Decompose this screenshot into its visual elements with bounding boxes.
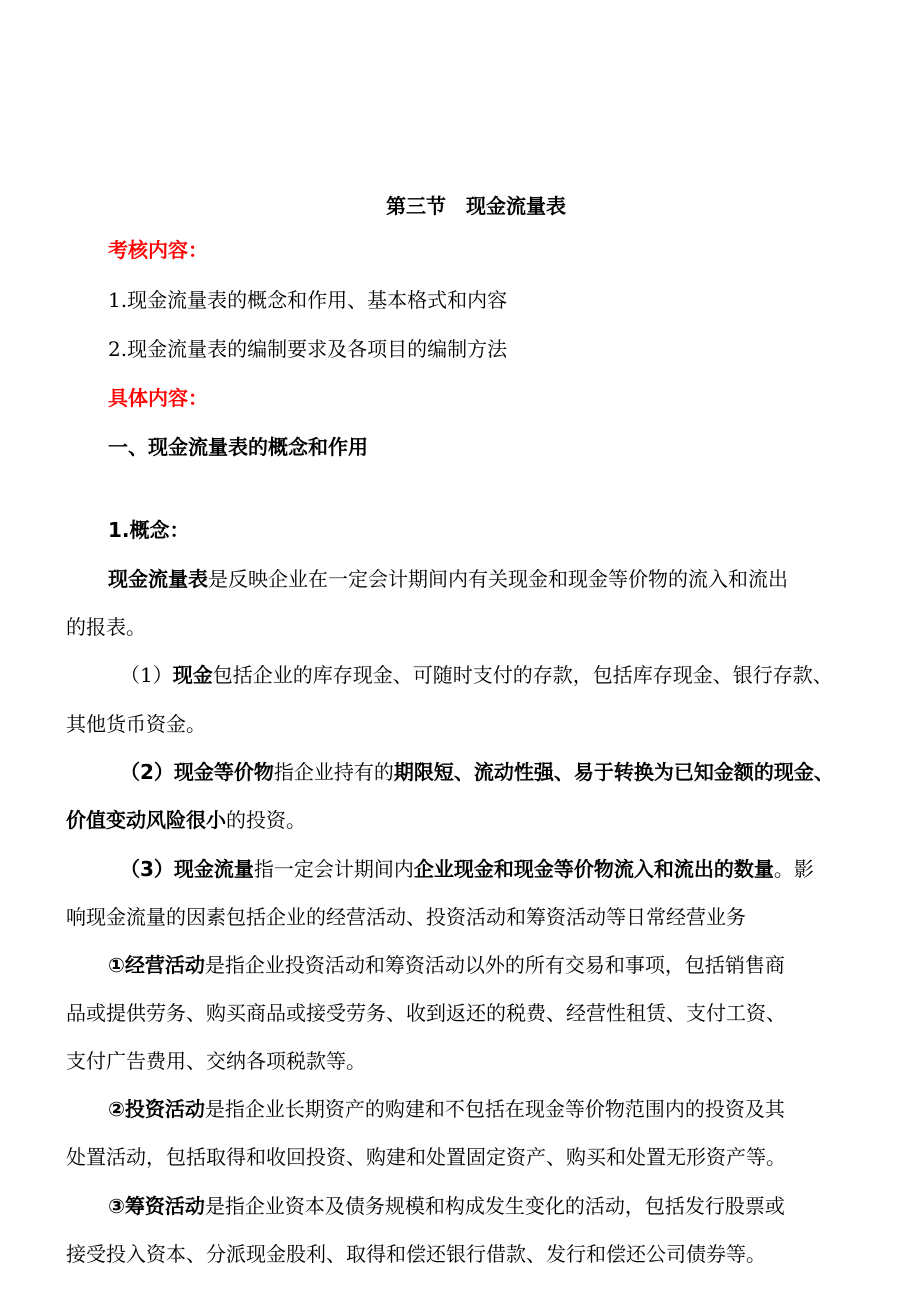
investing-text: 是指企业长期资产的购建和不包括在现金等价物范围内的投资及其 [204,1097,785,1121]
definition-term: 现金流量表 [108,567,208,591]
cash-equiv-line-2 [66,808,306,832]
cash-equiv-text: 的投资。 [226,808,306,832]
financing-line-1 [108,1194,785,1218]
definition-text: 是反映企业在一定会计期间内有关现金和现金等价物的流入和流出 [208,567,788,591]
cash-flow-tail: 。影 [773,857,814,881]
cash-equiv-mid: 指企业持有的 [273,760,394,784]
exam-item-2: 2.现金流量表的编制要求及各项目的编制方法 [108,337,508,361]
operating-line-2: 品或提供劳务、购买商品或接受劳务、收到返还的税费、经营性租赁、支付工资、 [66,1001,786,1025]
operating-line-3: 支付广告费用、交纳各项税款等。 [66,1049,366,1073]
definition-line-1 [108,567,788,591]
cash-equiv-term: 现金等价物 [173,760,274,784]
cash-flow-line-2: 响现金流量的因素包括企业的经营活动、投资活动和筹资活动等日常经营业务 [66,905,746,929]
exam-item-1: 1.现金流量表的概念和作用、基本格式和内容 [108,288,508,312]
definition-line-2: 的报表。 [66,615,146,639]
investing-line-2: 处置活动，包括取得和收回投资、购建和处置固定资产、购买和处置无形资产等。 [66,1145,786,1169]
investing-line-1 [108,1097,785,1121]
cash-flow-bold: 企业现金和现金等价物流入和流出的数量 [413,857,774,881]
cash-text: 包括企业的库存现金、可随时支付的存款，包括库存现金、银行存款、 [212,663,833,687]
detail-heading: 具体内容： [108,386,208,410]
cash-flow-term: 现金流量 [173,857,254,881]
operating-line-1 [108,953,785,977]
cash-flow-prefix: （3） [120,857,174,881]
cash-equiv-bold: 期限短、流动性强、易于转换为已知金额的现金、 [393,760,834,784]
cash-equiv-prefix: （2） [120,760,174,784]
concept-heading: 1.概念： [108,518,190,542]
operating-term: ①经营活动 [108,953,205,977]
cash-term: 现金 [172,663,213,687]
investing-term: ②投资活动 [108,1097,205,1121]
financing-text: 是指企业资本及债务规模和构成发生变化的活动，包括发行股票或 [204,1194,785,1218]
cash-flow-mid: 指一定会计期间内 [253,857,414,881]
cash-equiv-line-1 [120,760,834,784]
cash-prefix: （1） [120,663,173,687]
operating-text: 是指企业投资活动和筹资活动以外的所有交易和事项，包括销售商 [204,953,785,977]
cash-line-1 [120,663,833,687]
cash-flow-line-1 [120,857,814,881]
cash-line-2: 其他货币资金。 [66,712,206,736]
financing-line-2: 接受投入资本、分派现金股利、取得和偿还银行借款、发行和偿还公司债券等。 [66,1242,766,1266]
financing-term: ③筹资活动 [108,1194,205,1218]
exam-heading: 考核内容： [108,238,208,262]
cash-equiv-bold-2: 价值变动风险很小 [66,808,226,832]
page-title: 第三节 现金流量表 [386,194,566,218]
section1-heading: 一、现金流量表的概念和作用 [108,435,368,459]
